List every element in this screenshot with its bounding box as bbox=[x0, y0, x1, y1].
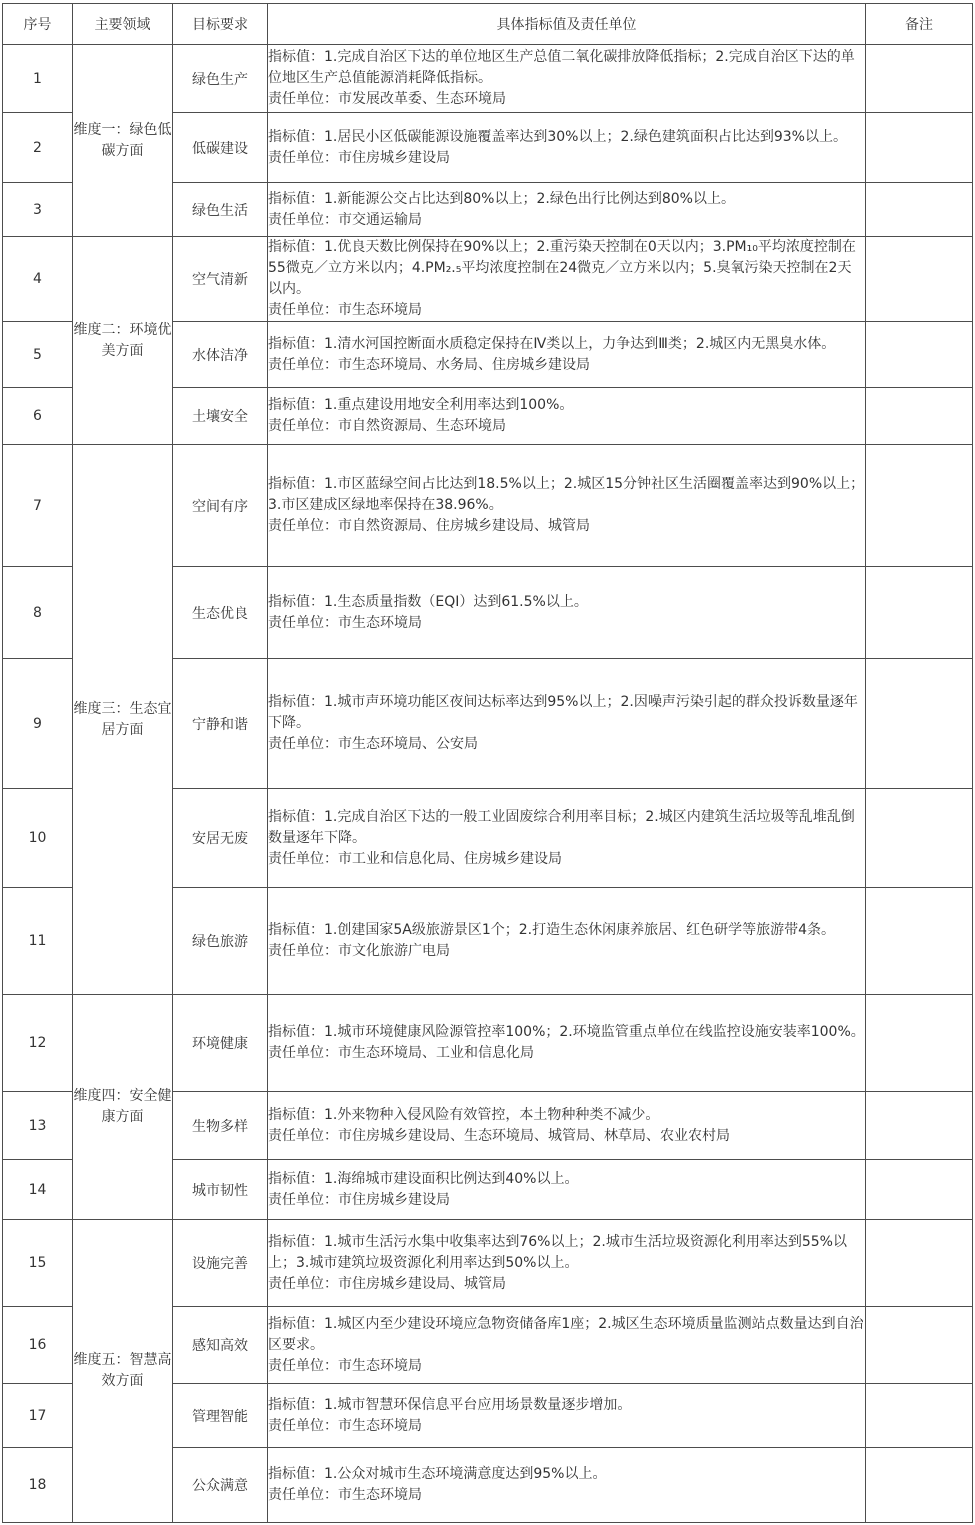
table-row bbox=[3, 1220, 973, 1307]
area-cell: 维度三：生态宜居方面 bbox=[73, 445, 173, 995]
indicator-text: 指标值：1.重点建设用地安全利用率达到100%。 bbox=[268, 397, 574, 413]
row-number: 1 bbox=[3, 45, 73, 113]
responsible-unit: 责任单位：市生态环境局、水务局、住房城乡建设局 bbox=[268, 356, 590, 373]
detail-cell bbox=[268, 995, 866, 1092]
note-cell bbox=[866, 1384, 973, 1448]
indicator-text: 指标值：1.创建国家5A级旅游景区1个；2.打造生态休闲康养旅居、红色研学等旅游带4条。 bbox=[268, 922, 836, 938]
indicator-text: 指标值：1.完成自治区下达的一般工业固废综合利用率目标；2.城区内建筑生活垃圾等乱堆乱倒数量逐年下降。 bbox=[268, 808, 855, 846]
indicator-text: 指标值：1.新能源公交占比达到80%以上；2.绿色出行比例达到80%以上。 bbox=[268, 190, 735, 207]
header-note: 备注 bbox=[866, 4, 973, 45]
detail-cell bbox=[268, 1220, 866, 1307]
indicator-text: 指标值：1.优良天数比例保持在90%以上；2.重污染天控制在0天以内；3.PM₁₀平均浓度控制在55微克／立方米以内；4.PM₂.₅平均浓度控制在24微克／立方米以内；5.臭氧污染天控制在2天以内。 bbox=[268, 239, 856, 297]
area-cell: 维度二：环境优美方面 bbox=[73, 237, 173, 445]
indicator-text: 指标值：1.公众对城市生态环境满意度达到95%以上。 bbox=[268, 1466, 607, 1482]
responsible-unit: 责任单位：市自然资源局、生态环境局 bbox=[268, 418, 506, 434]
detail-cell bbox=[268, 113, 866, 183]
row-number: 5 bbox=[3, 322, 73, 388]
area-cell: 维度四：安全健康方面 bbox=[73, 995, 173, 1220]
note-cell bbox=[866, 1307, 973, 1384]
responsible-unit: 责任单位：市生态环境局 bbox=[268, 614, 422, 631]
detail-cell bbox=[268, 1307, 866, 1384]
note-cell bbox=[866, 995, 973, 1092]
note-cell bbox=[866, 567, 973, 659]
indicator-text: 指标值：1.清水河国控断面水质稳定保持在Ⅳ类以上，力争达到Ⅲ类；2.城区内无黑臭水体。 bbox=[268, 335, 836, 352]
note-cell bbox=[866, 789, 973, 888]
responsible-unit: 责任单位：市生态环境局、公安局 bbox=[268, 736, 478, 752]
goal-cell: 绿色旅游 bbox=[173, 888, 268, 995]
responsible-unit: 责任单位：市生态环境局 bbox=[268, 1357, 422, 1374]
goal-cell: 管理智能 bbox=[173, 1384, 268, 1448]
area-cell: 维度一：绿色低碳方面 bbox=[73, 45, 173, 237]
header-detail: 具体指标值及责任单位 bbox=[268, 4, 866, 45]
row-number: 6 bbox=[3, 388, 73, 445]
goal-cell: 生物多样 bbox=[173, 1092, 268, 1160]
row-number: 2 bbox=[3, 113, 73, 183]
responsible-unit: 责任单位：市交通运输局 bbox=[268, 211, 422, 228]
goal-cell: 城市韧性 bbox=[173, 1160, 268, 1220]
goal-cell: 生态优良 bbox=[173, 567, 268, 659]
indicator-text: 指标值：1.城区内至少建设环境应急物资储备库1座；2.城区生态环境质量监测站点数量达到自治区要求。 bbox=[268, 1315, 864, 1353]
table-row bbox=[3, 995, 973, 1092]
goal-cell: 设施完善 bbox=[173, 1220, 268, 1307]
row-number: 12 bbox=[3, 995, 73, 1092]
detail-cell bbox=[268, 1448, 866, 1523]
table-row bbox=[3, 237, 973, 322]
note-cell bbox=[866, 322, 973, 388]
note-cell bbox=[866, 659, 973, 789]
header-row bbox=[3, 4, 973, 45]
row-number: 14 bbox=[3, 1160, 73, 1220]
row-number: 11 bbox=[3, 888, 73, 995]
detail-cell bbox=[268, 388, 866, 445]
note-cell bbox=[866, 888, 973, 995]
note-cell bbox=[866, 183, 973, 237]
row-number: 8 bbox=[3, 567, 73, 659]
indicator-text: 指标值：1.城市环境健康风险源管控率100%；2.环境监管重点单位在线监控设施安装率100%。 bbox=[268, 1024, 865, 1040]
row-number: 15 bbox=[3, 1220, 73, 1307]
indicator-text: 指标值：1.完成自治区下达的单位地区生产总值二氧化碳排放降低指标；2.完成自治区下达的单位地区生产总值能源消耗降低指标。 bbox=[268, 49, 855, 86]
responsible-unit: 责任单位：市住房城乡建设局、城管局 bbox=[268, 1275, 506, 1292]
row-number: 13 bbox=[3, 1092, 73, 1160]
note-cell bbox=[866, 113, 973, 183]
area-cell: 维度五：智慧高效方面 bbox=[73, 1220, 173, 1523]
responsible-unit: 责任单位：市住房城乡建设局 bbox=[268, 1191, 450, 1208]
table-row bbox=[3, 45, 973, 113]
detail-cell bbox=[268, 45, 866, 113]
responsible-unit: 责任单位：市住房城乡建设局、生态环境局、城管局、林草局、农业农村局 bbox=[268, 1127, 730, 1144]
goal-cell: 绿色生活 bbox=[173, 183, 268, 237]
goal-cell: 空气清新 bbox=[173, 237, 268, 322]
note-cell bbox=[866, 1448, 973, 1523]
row-number: 9 bbox=[3, 659, 73, 789]
goal-cell: 宁静和谐 bbox=[173, 659, 268, 789]
detail-cell bbox=[268, 1092, 866, 1160]
goal-cell: 空间有序 bbox=[173, 445, 268, 567]
row-number: 3 bbox=[3, 183, 73, 237]
header-area: 主要领域 bbox=[73, 4, 173, 45]
indicator-text: 指标值：1.城市声环境功能区夜间达标率达到95%以上；2.因噪声污染引起的群众投诉数量逐年下降。 bbox=[268, 694, 858, 731]
note-cell bbox=[866, 1160, 973, 1220]
detail-cell bbox=[268, 1384, 866, 1448]
indicator-text: 指标值：1.居民小区低碳能源设施覆盖率达到30%以上；2.绿色建筑面积占比达到93%以上。 bbox=[268, 128, 847, 145]
note-cell bbox=[866, 388, 973, 445]
header-goal: 目标要求 bbox=[173, 4, 268, 45]
row-number: 7 bbox=[3, 445, 73, 567]
note-cell bbox=[866, 1092, 973, 1160]
responsible-unit: 责任单位：市文化旅游广电局 bbox=[268, 943, 450, 959]
detail-cell bbox=[268, 445, 866, 567]
indicator-text: 指标值：1.市区蓝绿空间占比达到18.5%以上；2.城区15分钟社区生活圈覆盖率达到90%以上；3.市区建成区绿地率保持在38.96%。 bbox=[268, 476, 865, 513]
note-cell bbox=[866, 1220, 973, 1307]
row-number: 18 bbox=[3, 1448, 73, 1523]
indicator-text: 指标值：1.外来物种入侵风险有效管控，本土物种种类不减少。 bbox=[268, 1106, 660, 1123]
responsible-unit: 责任单位：市生态环境局 bbox=[268, 302, 422, 318]
row-number: 17 bbox=[3, 1384, 73, 1448]
indicator-text: 指标值：1.海绵城市建设面积比例达到40%以上。 bbox=[268, 1170, 579, 1187]
indicator-text: 指标值：1.城市智慧环保信息平台应用场景数量逐步增加。 bbox=[268, 1396, 632, 1413]
goal-cell: 绿色生产 bbox=[173, 45, 268, 113]
detail-cell bbox=[268, 789, 866, 888]
detail-cell bbox=[268, 1160, 866, 1220]
row-number: 10 bbox=[3, 789, 73, 888]
detail-cell bbox=[268, 322, 866, 388]
indicator-text: 指标值：1.城市生活污水集中收集率达到76%以上；2.城市生活垃圾资源化利用率达到55%以上；3.城市建筑垃圾资源化利用率达到50%以上。 bbox=[268, 1233, 847, 1271]
responsible-unit: 责任单位：市工业和信息化局、住房城乡建设局 bbox=[268, 850, 562, 867]
detail-cell bbox=[268, 237, 866, 322]
responsible-unit: 责任单位：市发展改革委、生态环境局 bbox=[268, 91, 506, 107]
goal-cell: 水体洁净 bbox=[173, 322, 268, 388]
goal-cell: 公众满意 bbox=[173, 1448, 268, 1523]
detail-cell bbox=[268, 567, 866, 659]
goal-cell: 环境健康 bbox=[173, 995, 268, 1092]
detail-cell bbox=[268, 183, 866, 237]
goal-cell: 安居无废 bbox=[173, 789, 268, 888]
goal-cell: 低碳建设 bbox=[173, 113, 268, 183]
indicator-text: 指标值：1.生态质量指数（EQI）达到61.5%以上。 bbox=[268, 593, 588, 610]
responsible-unit: 责任单位：市生态环境局 bbox=[268, 1487, 422, 1503]
detail-cell bbox=[268, 659, 866, 789]
row-number: 16 bbox=[3, 1307, 73, 1384]
detail-cell bbox=[268, 888, 866, 995]
table-row bbox=[3, 445, 973, 567]
note-cell bbox=[866, 237, 973, 322]
responsible-unit: 责任单位：市生态环境局、工业和信息化局 bbox=[268, 1045, 534, 1061]
header-num: 序号 bbox=[3, 4, 73, 45]
row-number: 4 bbox=[3, 237, 73, 322]
goal-cell: 土壤安全 bbox=[173, 388, 268, 445]
responsible-unit: 责任单位：市自然资源局、住房城乡建设局、城管局 bbox=[268, 518, 590, 534]
responsible-unit: 责任单位：市生态环境局 bbox=[268, 1417, 422, 1434]
note-cell bbox=[866, 445, 973, 567]
goal-cell: 感知高效 bbox=[173, 1307, 268, 1384]
responsible-unit: 责任单位：市住房城乡建设局 bbox=[268, 149, 450, 166]
indicator-table bbox=[2, 3, 973, 1523]
note-cell bbox=[866, 45, 973, 113]
